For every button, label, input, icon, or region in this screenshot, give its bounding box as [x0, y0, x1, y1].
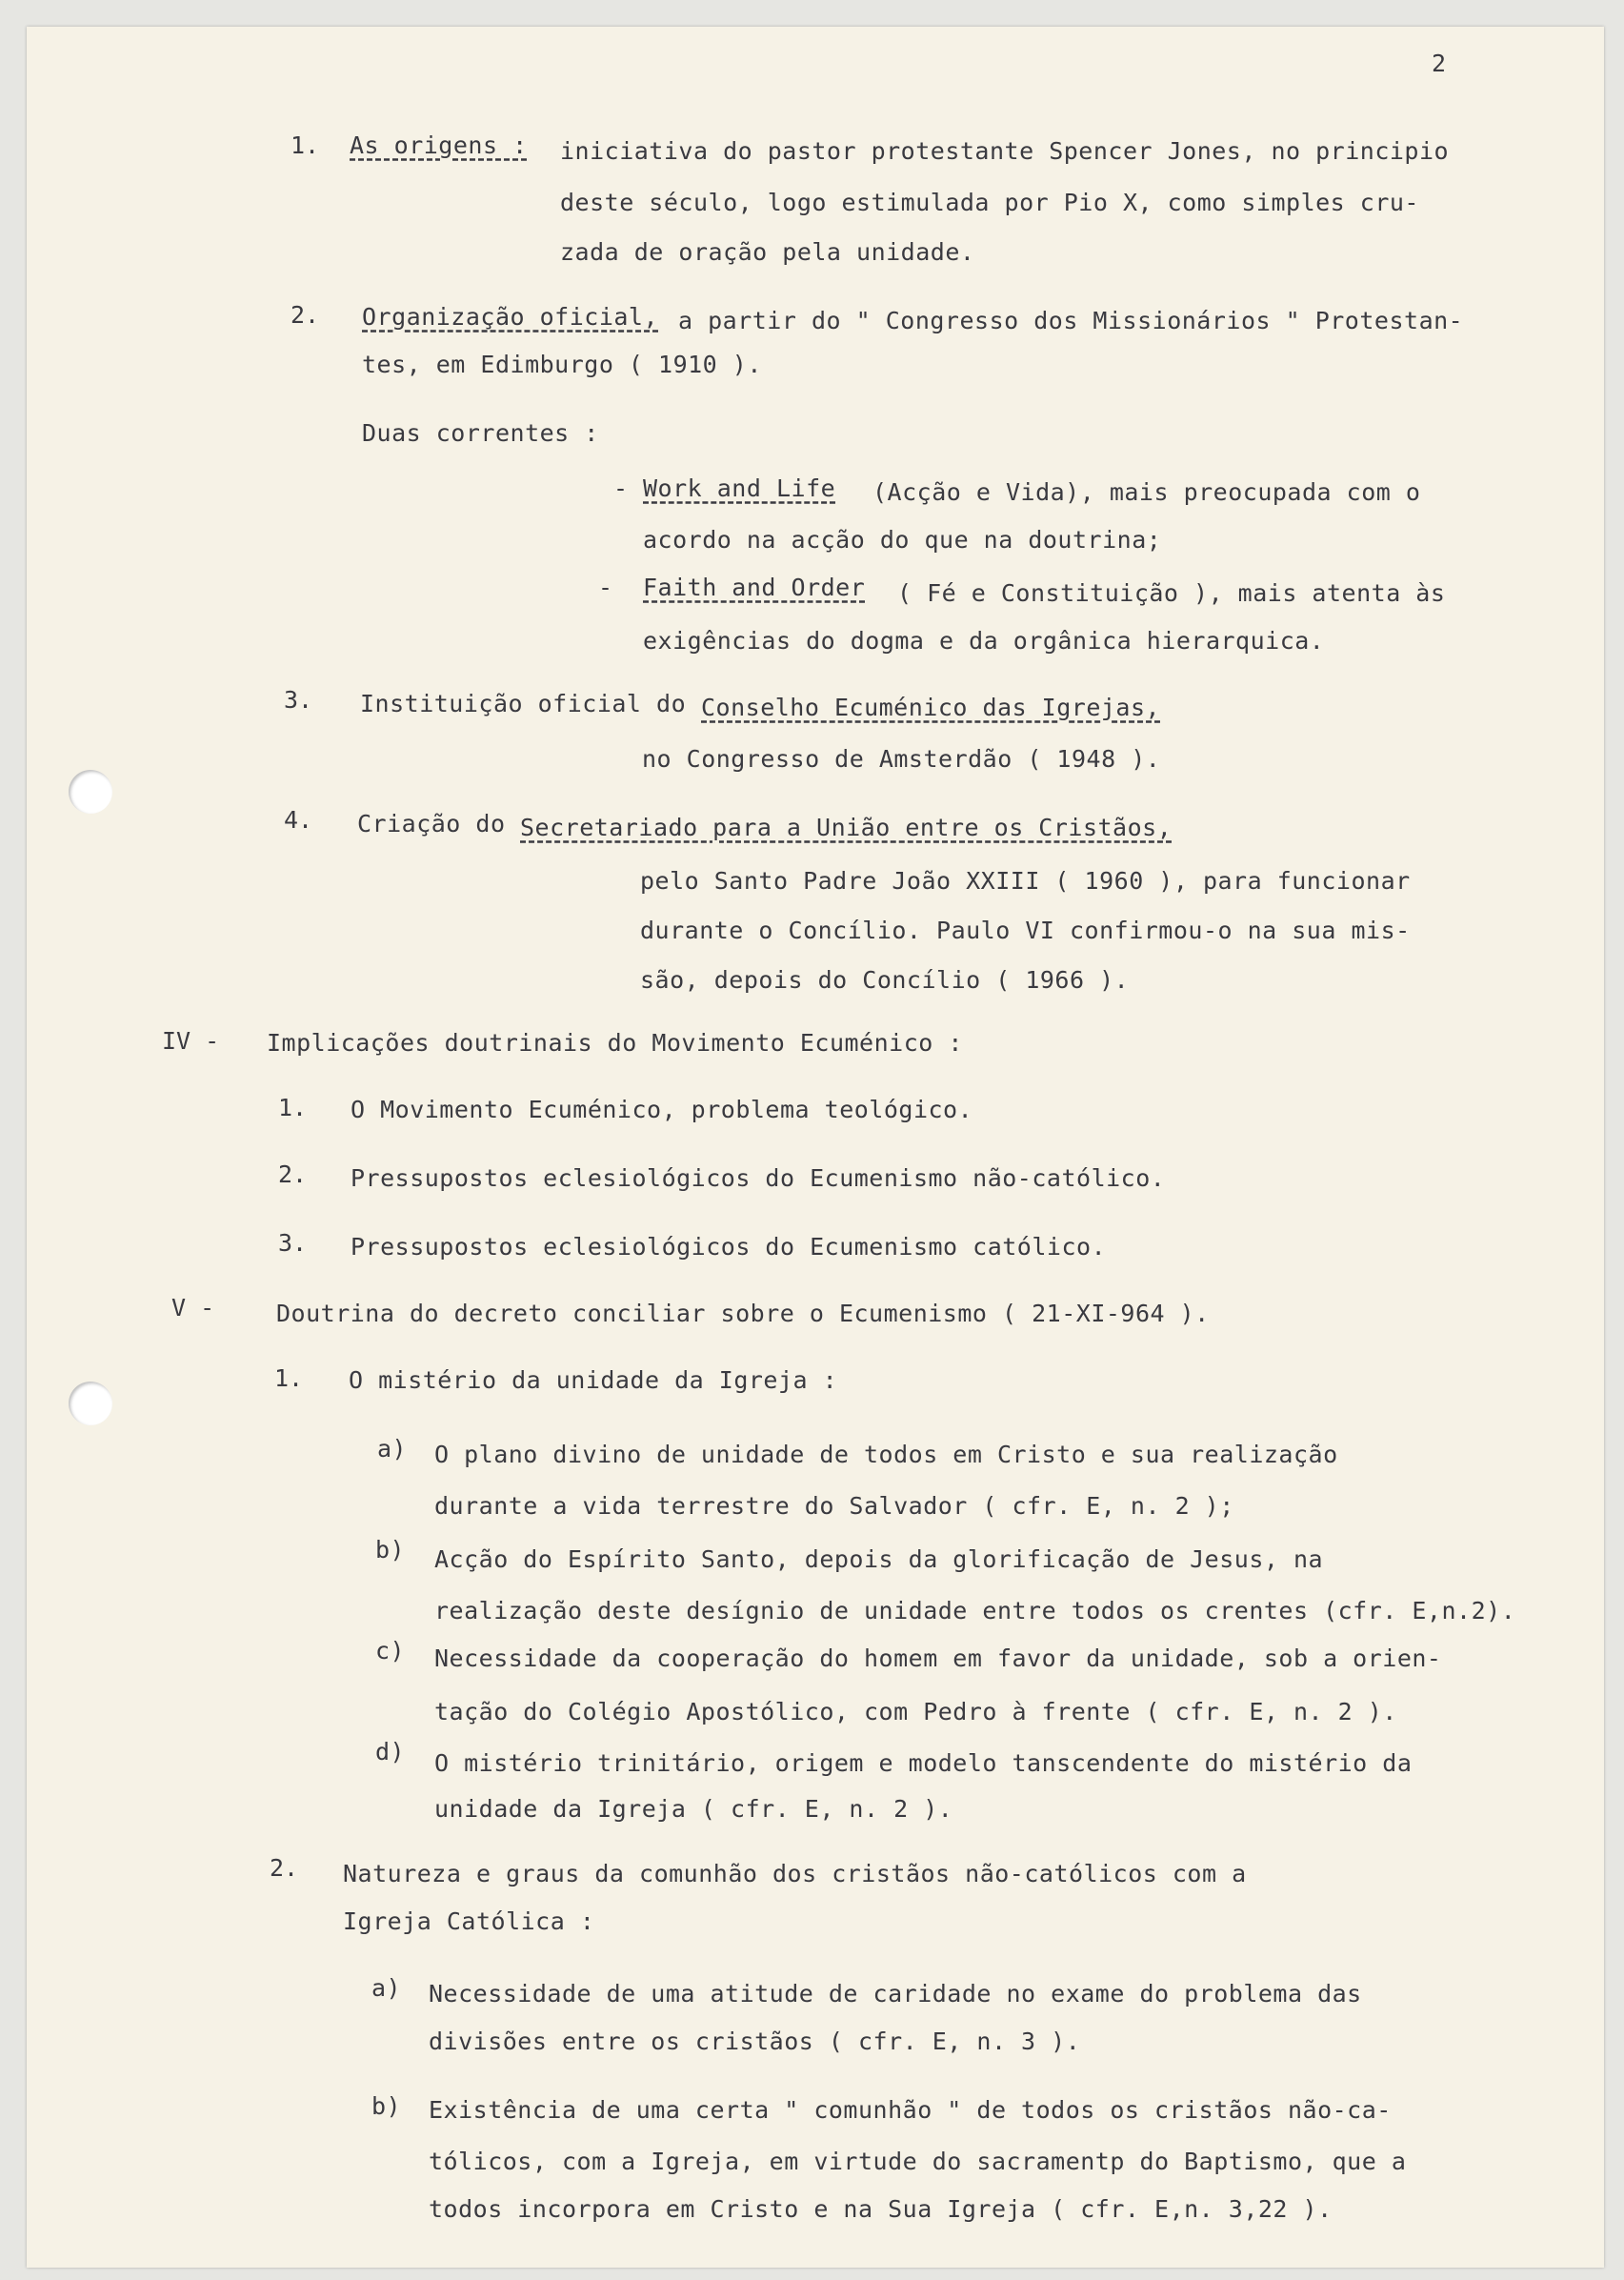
item-label: Organização oficial, [362, 303, 659, 331]
text-line: exigências do dogma e da orgânica hierarquica. [643, 627, 1325, 655]
text-line: deste século, logo estimulada por Pio X, como simples cru- [560, 189, 1419, 216]
section-title: Doutrina do decreto conciliar sobre o Ecumenismo ( 21-XI-964 ). [276, 1300, 1210, 1327]
item-label: As origens : [350, 131, 528, 159]
text-line: Acção do Espírito Santo, depois da glorificação de Jesus, na [434, 1545, 1324, 1573]
text-line: tação do Colégio Apostólico, com Pedro à frente ( cfr. E, n. 2 ). [434, 1698, 1397, 1725]
current-title: Work and Life [643, 474, 836, 502]
item-letter: b) [375, 1536, 406, 1564]
text-line: Igreja Católica : [343, 1907, 595, 1935]
item-number: 2. [278, 1160, 308, 1188]
text-line: zada de oração pela unidade. [560, 238, 975, 266]
text-line: Natureza e graus da comunhão dos cristãos não-católicos com a [343, 1860, 1247, 1887]
item-number: 1. [291, 131, 320, 159]
punch-hole-bottom [69, 1382, 112, 1425]
text-line: a partir do " Congresso dos Missionários " Protestan- [678, 307, 1464, 334]
dash: - [613, 474, 629, 502]
text-line: Criação do [357, 810, 506, 837]
text-line: durante o Concílio. Paulo VI confirmou-o na sua mis- [640, 917, 1411, 944]
text-line: realização deste desígnio de unidade entre todos os crentes (cfr. E,n.2). [434, 1597, 1516, 1624]
item-number: 1. [274, 1364, 304, 1392]
text-line: ( Fé e Constituição ), mais atenta às [897, 579, 1446, 607]
document-page [27, 27, 1604, 2268]
section-number: IV - [162, 1027, 220, 1055]
item-number: 2. [270, 1854, 299, 1882]
section-title: Implicações doutrinais do Movimento Ecuménico : [267, 1029, 963, 1057]
current-title: Faith and Order [643, 574, 866, 601]
item-title: Secretariado para a União entre os Cristãos, [520, 814, 1173, 841]
item-title: Conselho Ecuménico das Igrejas, [701, 694, 1161, 721]
text-line: Necessidade de uma atitude de caridade no exame do problema das [429, 1980, 1362, 2008]
page-number: 2 [1432, 50, 1447, 77]
text-line: tólicos, com a Igreja, em virtude do sacramentp do Baptismo, que a [429, 2148, 1407, 2175]
text-line: Necessidade da cooperação do homem em favor da unidade, sob a orien- [434, 1644, 1442, 1672]
item-number: 2. [291, 301, 320, 329]
item-number: 1. [278, 1094, 308, 1121]
text-line: unidade da Igreja ( cfr. E, n. 2 ). [434, 1795, 953, 1823]
text-line: Pressupostos eclesiológicos do Ecumenismo católico. [351, 1233, 1107, 1261]
item-letter: a) [371, 1974, 402, 2002]
section-number: V - [171, 1294, 215, 1322]
text-line: O mistério trinitário, origem e modelo tanscendente do mistério da [434, 1749, 1413, 1777]
punch-hole-top [69, 770, 112, 814]
text-line: no Congresso de Amsterdão ( 1948 ). [642, 745, 1161, 773]
text-line: pelo Santo Padre João XXIII ( 1960 ), para funcionar [640, 867, 1411, 895]
item-number: 4. [284, 806, 313, 834]
text-line: são, depois do Concílio ( 1966 ). [640, 966, 1130, 994]
text-line: O plano divino de unidade de todos em Cristo e sua realização [434, 1441, 1338, 1468]
text-line: Instituição oficial do [360, 690, 687, 717]
text-line: durante a vida terrestre do Salvador ( cfr. E, n. 2 ); [434, 1492, 1234, 1520]
text-line: (Acção e Vida), mais preocupada com o [872, 478, 1421, 506]
text-line: divisões entre os cristãos ( cfr. E, n. 3 ). [429, 2028, 1081, 2055]
item-number: 3. [284, 686, 313, 714]
subsection-title: O mistério da unidade da Igreja : [349, 1366, 838, 1394]
item-letter: d) [375, 1738, 406, 1765]
item-letter: c) [375, 1637, 406, 1665]
text-line: Pressupostos eclesiológicos do Ecumenismo não-católico. [351, 1164, 1166, 1192]
text-line: tes, em Edimburgo ( 1910 ). [362, 351, 762, 378]
text-line: acordo na acção do que na doutrina; [643, 526, 1162, 554]
text-line: Duas correntes : [362, 419, 599, 447]
dash: - [598, 574, 613, 601]
text-line: Existência de uma certa " comunhão " de todos os cristãos não-ca- [429, 2096, 1392, 2124]
text-line: todos incorpora em Cristo e na Sua Igreja ( cfr. E,n. 3,22 ). [429, 2195, 1333, 2223]
text-line: iniciativa do pastor protestante Spencer Jones, no principio [560, 137, 1450, 165]
item-number: 3. [278, 1229, 308, 1257]
item-letter: b) [371, 2092, 402, 2120]
text-line: O Movimento Ecuménico, problema teológico. [351, 1096, 973, 1123]
item-letter: a) [377, 1435, 408, 1463]
